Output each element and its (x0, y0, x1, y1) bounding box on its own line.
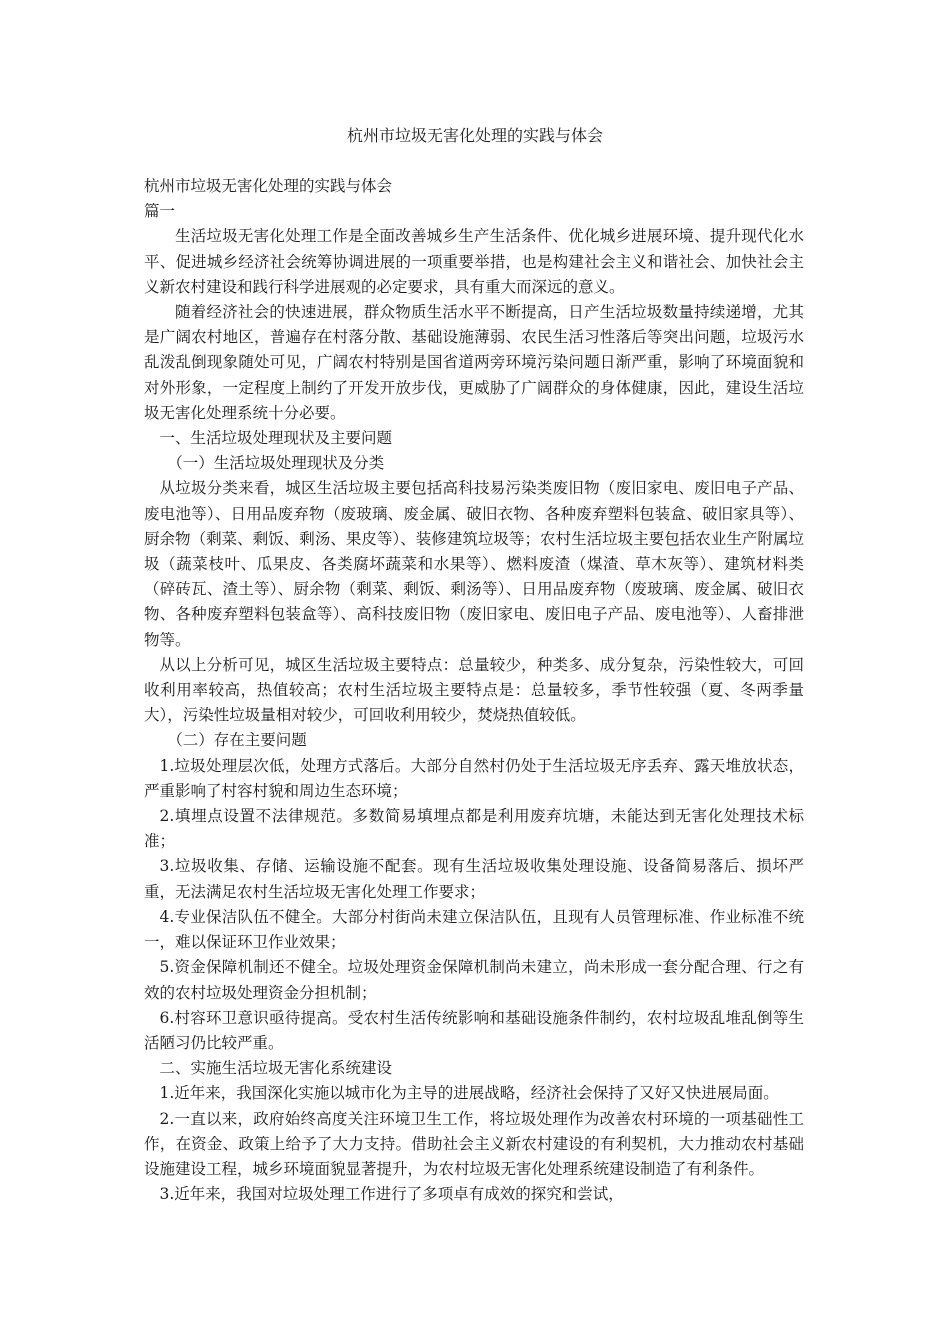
list-item: 3.近年来，我国对垃圾处理工作进行了多项卓有成效的探究和尝试， (159, 1185, 624, 1204)
list-item: 6.村容环卫意识亟待提高。受农村生活传统影响和基础设施条件制约，农村垃圾乱堆乱倒等生活陋习仍比较严重。 (144, 1008, 804, 1052)
list-item: 5.资金保障机制还不健全。垃圾处理资金保障机制尚未建立，尚未形成一套分配合理、行之有效的农村垃圾处理资金分担机制； (144, 958, 804, 1002)
subsection-heading: （一）生活垃圾处理现状及分类 (167, 454, 385, 473)
section-heading: 一、生活垃圾处理现状及主要问题 (159, 429, 393, 448)
paragraph: 从以上分析可见，城区生活垃圾主要特点：总量较少，种类多、成分复杂，污染性较大，可回收利用率较高，热值较高；农村生活垃圾主要特点是：总量较多，季节性较强（夏、冬两季量大），污染性垃圾量相对较少，可回收利用较少，焚烧热值较低。 (144, 655, 804, 725)
paragraph: 生活垃圾无害化处理工作是全面改善城乡生产生活条件、优化城乡进展环境、提升现代化水平、促进城乡经济社会统筹协调进展的一项重要举措，也是构建社会主义和谐社会、加快社会主义新农村建设和践行科学进展观的必定要求，具有重大而深远的意义。 (144, 227, 804, 296)
list-item: 2.填埋点设置不法律规范。多数简易填埋点都是利用废弃坑塘，未能达到无害化处理技术标准； (144, 807, 804, 851)
list-item: 4.专业保洁队伍不健全。大部分村街尚未建立保洁队伍，且现有人员管理标准、作业标准不统一，难以保证环卫作业效果； (144, 907, 804, 952)
document-body (144, 174, 804, 1207)
list-item: 1.垃圾处理层次低，处理方式落后。大部分自然村仍处于生活垃圾无序丢弃、露天堆放状态，严重影响了村容村貌和周边生态环境； (144, 756, 804, 800)
list-item: 1.近年来，我国深化实施以城市化为主导的进展战略，经济社会保持了又好又快进展局面。 (159, 1084, 779, 1103)
section-label: 篇一 (144, 202, 176, 221)
subtitle: 杭州市垃圾无害化处理的实践与体会 (144, 177, 393, 195)
subsection-heading: （二）存在主要问题 (167, 731, 307, 750)
page-title: 杭州市垃圾无害化处理的实践与体会 (346, 126, 603, 145)
list-item: 3.垃圾收集、存储、运输设施不配套。现有生活垃圾收集处理设施、设备简易落后、损坏严重，无法满足农村生活垃圾无害化处理工作要求； (144, 857, 804, 901)
paragraph: 从垃圾分类来看，城区生活垃圾主要包括高科技易污染类废旧物（废旧家电、废旧电子产品、废电池等）、日用品废弃物（废玻璃、废金属、破旧衣物、各种废弃塑料包装盒、破旧家具等）、厨余物（剩菜、剩饭、剩汤、果皮等）、装修建筑垃圾等；农村生活垃圾主要包括农业生产附属垃圾（蔬菜枝叶、瓜果皮、各类腐坏蔬菜和水果等）、燃料废渣（煤渣、草木灰等）、建筑材料类（碎砖瓦、渣土等）、厨余物（剩菜、剩饭、剩汤等）、日用品废弃物（废玻璃、废金属、破旧衣物、各种废弃塑料包装盒等）、高科技废旧物（废旧家电、废旧电子产品、废电池等）、人畜排泄物等。 (144, 479, 804, 649)
paragraph: 随着经济社会的快速进展，群众物质生活水平不断提高，日产生活垃圾数量持续递增，尤其是广阔农村地区，普遍存在村落分散、基础设施薄弱、农民生活习性落后等突出问题，垃圾污水乱泼乱倒现象随处可见，广阔农村特别是国省道两旁环境污染问题日渐严重，影响了环境面貌和对外形象，一定程度上制约了开发开放步伐，更威胁了广阔群众的身体健康，因此，建设生活垃圾无害化处理系统十分必要。 (144, 303, 804, 422)
section-heading: 二、实施生活垃圾无害化系统建设 (159, 1059, 393, 1078)
list-item: 2.一直以来，政府始终高度关注环境卫生工作，将垃圾处理作为改善农村环境的一项基础性工作，在资金、政策上给予了大力支持。借助社会主义新农村建设的有利契机，大力推动农村基础设施建设工程，城乡环境面貌显著提升，为农村垃圾无害化处理系统建设制造了有利条件。 (144, 1109, 804, 1178)
